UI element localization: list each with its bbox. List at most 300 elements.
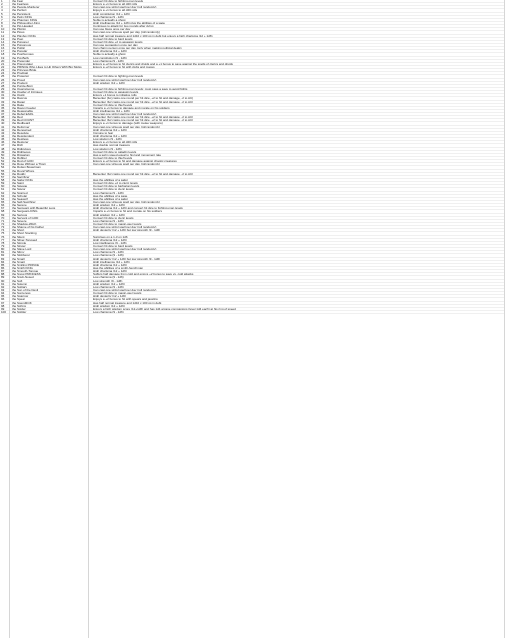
noble-trait: Noble is actually a ghost <box>93 18 126 21</box>
row-number: 33 <box>1 100 5 103</box>
noble-epithet: the Philosopher-King <box>12 21 40 25</box>
row-number: 69 <box>1 213 5 216</box>
noble-trait: Continues to attack for two rounds after dying <box>93 25 154 28</box>
noble-epithet: the Sorceress <box>12 292 31 295</box>
row-number: 1 <box>1 0 3 3</box>
noble-epithet: the Savage <box>12 185 28 188</box>
noble-trait: Enjoys a +2 bonus to hit clerics and druids and a +1 bonus to save against the spells of clerics and druids <box>93 62 233 65</box>
column-divider <box>9 0 10 638</box>
noble-trait: Can cast one virtuous spell per day (roll randomly) <box>93 201 160 204</box>
row-number: 21 <box>1 62 5 65</box>
noble-epithet: the Seawolf <box>12 197 28 200</box>
row-number: 5 <box>1 12 3 15</box>
noble-epithet: the Fearless <box>12 3 29 6</box>
row-number: 44 <box>1 135 5 138</box>
noble-trait: Has the abilities of a sailor <box>93 179 129 182</box>
noble-trait: Convert hit dice to fighting-man levels; must pass a save to avoid fights <box>93 87 188 91</box>
noble-epithet: the Soft <box>12 279 23 282</box>
row-number: 36 <box>1 109 5 113</box>
noble-trait: High wisdom (12 + 1d6) <box>93 204 125 207</box>
noble-epithet: the Fear <box>12 0 24 3</box>
row-number: 9 <box>1 25 3 28</box>
row-number: 75 <box>1 232 5 235</box>
row-number: 92 <box>1 285 5 288</box>
row-number: 24 <box>1 72 5 75</box>
noble-epithet: the Resolute <box>12 131 29 135</box>
noble-epithet: the Simple <box>12 241 27 244</box>
noble-trait: High wisdom (12 + 1d6) <box>93 213 125 216</box>
noble-trait: Enjoys a +1 bonus to all d20 rolls <box>93 3 138 6</box>
noble-epithet: the Spider <box>12 307 26 310</box>
row-number: 85 <box>1 263 5 266</box>
noble-trait: Has the abilities of a smith-henchman <box>93 266 144 270</box>
row-number: 30 <box>1 91 5 94</box>
noble-trait: Can cast one virtuous spell per day (roll randomly) <box>93 163 160 166</box>
noble-epithet: the Pot-Belly <box>12 56 30 59</box>
noble-epithet: the Renowned <box>12 128 32 131</box>
row-number: 34 <box>1 103 5 106</box>
noble-trait: Has the abilities of a sailor <box>93 197 129 200</box>
row-number: 86 <box>1 266 5 270</box>
noble-trait: Immune to fear <box>93 131 114 135</box>
noble-epithet: the Raccus <box>12 97 28 100</box>
noble-epithet: the Shame of his Father <box>12 226 45 229</box>
noble-trait: High charisma (12 + 1d6) <box>93 263 127 266</box>
noble-epithet: the Sailor KING <box>12 179 33 182</box>
noble-trait: Enjoys a +1 bonus to all d20 rolls <box>93 9 138 12</box>
row-number: 100 <box>1 310 7 314</box>
row-number: 99 <box>1 307 5 310</box>
row-number: 10 <box>1 28 5 31</box>
row-number: 3 <box>1 6 3 9</box>
noble-epithet: the Ruddy <box>12 172 26 175</box>
noble-trait <box>91 176 505 178</box>
noble-epithet: the Prudent <box>12 81 28 84</box>
noble-trait: High intelligence (12 + 1d6) plus the abilities of a sage <box>93 21 165 25</box>
noble-epithet: the Son of the Devil <box>12 288 39 292</box>
noble-epithet: the Saint <box>12 182 24 185</box>
noble-trait: Has a swim speed equal to his land movement rate <box>93 153 162 157</box>
noble-trait: Convert hit dice to assassin levels <box>93 91 139 94</box>
row-number: 17 <box>1 50 5 53</box>
noble-epithet: the Poisonous <box>12 43 32 47</box>
noble-trait: Low charisma (9 - 1d6) <box>93 276 124 279</box>
row-number: 94 <box>1 292 5 295</box>
row-number: 55 <box>1 169 5 172</box>
noble-epithet: the Red <box>12 116 23 119</box>
noble-trait: Can use suggestion once per day <box>93 43 138 47</box>
row-number: 18 <box>1 53 5 56</box>
noble-trait: High wisdom (12 + 1d6) <box>93 304 125 307</box>
noble-trait: Berserker (fury lasts one round per hit dice, +2 to hit and damage, -2 to AC) <box>93 116 194 119</box>
noble-epithet: the Resplendent <box>12 135 34 138</box>
row-number: 31 <box>1 94 5 97</box>
noble-epithet: the Shadow-Witch <box>12 222 37 226</box>
noble-epithet: the Solitary <box>12 285 28 288</box>
noble-epithet: the Priest-Hater <box>12 62 34 65</box>
noble-trait: Surprises on a 1-3 on 1d6 <box>93 235 128 238</box>
row-number: 70 <box>1 216 5 219</box>
table-row <box>0 311 505 314</box>
noble-trait: High charisma (12 + 1d6) <box>93 135 127 138</box>
noble-trait: High dexterity (12 + 1d6) <box>93 295 126 298</box>
noble-trait: Low wisdom (9 - 1d6) <box>93 147 122 150</box>
noble-trait: High constitution (12 + 1d6) <box>93 12 130 15</box>
noble-trait: Low charisma (9 - 1d6) <box>93 254 124 257</box>
noble-trait: Convert hit dice to cleric levels <box>93 188 134 191</box>
row-number: 15 <box>1 43 5 47</box>
noble-epithet: the Snow PRINCESS <box>12 273 41 276</box>
noble-epithet: the Posthumous <box>12 53 34 56</box>
noble-trait: Convert hit dice +2 to cleric levels <box>93 182 138 185</box>
noble-trait: High charisma (12 + 1d6) <box>93 270 127 273</box>
row-number: 67 <box>1 207 5 210</box>
noble-trait: Enjoys a +1 bonus to all d20 rolls <box>93 141 138 144</box>
noble-trait <box>91 85 505 87</box>
row-number: 40 <box>1 122 5 125</box>
noble-trait: Low charisma (9 - 1d6) <box>93 310 124 314</box>
noble-trait: Convert hit dice to bard levels <box>93 37 133 40</box>
noble-trait: Has double normal treasure <box>93 144 131 147</box>
row-number: 93 <box>1 288 5 292</box>
row-number: 65 <box>1 201 5 204</box>
noble-trait: Low charisma (9 - 1d6) <box>93 15 124 18</box>
row-number: 11 <box>1 31 5 34</box>
noble-epithet: the Rager <box>12 100 26 103</box>
noble-trait: High dexterity (12 + 1d6) but low strength (9 - 1d6) <box>93 229 161 232</box>
row-number: 13 <box>1 37 5 40</box>
noble-trait: Can cast one sinful spell per day (roll randomly) <box>93 113 157 116</box>
noble-epithet: the Robber <box>12 157 27 160</box>
noble-epithet: the Rich <box>12 144 24 147</box>
row-number: 61 <box>1 188 5 191</box>
noble-trait <box>91 72 505 74</box>
noble-trait: Noble is actually a ghost <box>93 53 126 56</box>
noble-trait: High wisdom (12 + 1d6) <box>93 282 125 285</box>
noble-trait: Can cast one virtuous spell per day (roll randomly) <box>93 31 160 34</box>
noble-trait: High charisma (12 + 1d6) <box>93 50 127 53</box>
noble-trait: Can cast one sinful spell per day (roll randomly) <box>93 6 157 9</box>
noble-trait: Convert hit dice to paladin levels <box>93 150 137 153</box>
row-number: 43 <box>1 131 5 135</box>
noble-epithet: the Ripsarian <box>12 153 30 157</box>
noble-trait: Convert hit dice to barbarian levels <box>93 185 140 188</box>
noble-epithet: the Slobberer <box>12 254 31 257</box>
noble-epithet: the Sacrificer <box>12 175 30 179</box>
noble-epithet: the Snub-Nosed <box>12 276 34 279</box>
noble-trait: Can use bless once per day <box>93 28 131 31</box>
row-number: 2 <box>1 3 3 6</box>
row-number: 20 <box>1 59 5 62</box>
row-number: 4 <box>1 9 3 12</box>
noble-trait: Berserker (fury lasts one round per hit dice, +2 to hit and damage, -2 to AC) <box>93 97 194 100</box>
noble-trait: Imparts a +1 bonus to damage and morale on his soldiers <box>93 106 170 109</box>
noble-epithet: the Queller of Intrigues <box>12 91 43 94</box>
noble-epithet: the Severe <box>12 219 27 222</box>
noble-epithet: the Sparrow <box>12 295 29 298</box>
noble-epithet: the Purple-Born <box>12 84 34 87</box>
row-number: 32 <box>1 97 5 100</box>
noble-trait: Convert hit dice to bard levels <box>93 244 133 248</box>
noble-epithet: the Short Stocking <box>12 232 37 235</box>
noble-epithet: the Princess Bride <box>12 69 37 72</box>
noble-epithet: the Slave Lord <box>12 248 32 251</box>
row-number: 66 <box>1 204 5 207</box>
noble-trait: Low constitution (9 - 1d6) <box>93 56 127 59</box>
noble-epithet: the Protector <box>12 75 30 78</box>
row-number: 64 <box>1 197 5 200</box>
noble-trait: Convert hit dice to magic-user levels <box>93 292 142 295</box>
noble-epithet: the Pretender <box>12 59 31 62</box>
row-number: 87 <box>1 270 5 273</box>
noble-epithet: the Poet <box>12 37 24 40</box>
row-number: 26 <box>1 78 5 81</box>
noble-trait: Convert hit dice +2 to assassin levels <box>93 40 143 43</box>
row-number: 8 <box>1 21 3 25</box>
noble-trait: Low charisma (9 - 1d6) <box>93 251 124 254</box>
noble-epithet: the Quarrelsome <box>12 87 35 91</box>
noble-epithet: the Rake <box>12 103 25 106</box>
row-number: 54 <box>1 166 5 169</box>
row-number: 57 <box>1 175 5 179</box>
noble-epithet: the Royal Whore <box>12 169 35 172</box>
row-number: 73 <box>1 226 5 229</box>
row-number: 91 <box>1 282 5 285</box>
row-number: 88 <box>1 273 5 276</box>
row-number: 27 <box>1 81 5 84</box>
row-number: 47 <box>1 144 5 147</box>
noble-trait: Convert hit dice to magic-user levels <box>93 222 142 226</box>
noble-trait: Has half normal treasure and 1d10 x 100 gp in debt <box>93 301 162 304</box>
row-number: 22 <box>1 65 5 69</box>
row-number: 83 <box>1 257 5 260</box>
row-number: 37 <box>1 113 5 116</box>
noble-trait: Convert hit dice to thief levels <box>93 103 133 106</box>
table-body <box>0 0 505 314</box>
noble-trait: Enjoys a +2 bonus to hit with spears and javelins <box>93 298 158 301</box>
column-divider <box>88 0 89 638</box>
noble-trait: High dexterity (12 + 1d6) but low strength (9 - 1d6) <box>93 257 161 260</box>
row-number: 52 <box>1 160 5 163</box>
row-number: 80 <box>1 248 5 251</box>
row-number: 53 <box>1 163 5 166</box>
noble-epithet: the Rose Without a Thorn <box>12 163 47 166</box>
row-number: 68 <box>1 210 5 213</box>
noble-epithet: the Scholar <box>12 194 28 197</box>
noble-epithet: the Restless <box>12 138 29 141</box>
row-number: 72 <box>1 222 5 226</box>
noble-epithet: the Self-Sacrificer <box>12 201 36 204</box>
noble-trait: High charisma (12 + 1d6) <box>93 238 127 241</box>
row-number: 41 <box>1 125 5 128</box>
noble-trait: Can charm person once per day (only when making political deals) <box>93 47 182 50</box>
noble-epithet: the Serene <box>12 204 27 207</box>
row-number: 84 <box>1 260 5 263</box>
noble-trait: Convert hit dice to cleric levels <box>93 216 134 219</box>
noble-epithet: the Smiling PRINCE <box>12 263 40 266</box>
row-number: 19 <box>1 56 5 59</box>
noble-trait: Can cast one sinful spell per day (roll randomly) <box>93 78 157 81</box>
noble-epithet: the Singer <box>12 244 26 248</box>
noble-epithet: the Smart <box>12 260 26 263</box>
row-number: 62 <box>1 191 5 194</box>
noble-epithet: the Redbeard <box>12 122 31 125</box>
row-number: 89 <box>1 276 5 279</box>
noble-epithet: the Restorer <box>12 141 29 144</box>
noble-trait: Enjoys a +2 bonus to hit and damage against chaotic creatures <box>93 160 177 163</box>
noble-trait: Suffers half damage from cold and enjoys +2 bonus to save vs. cold attacks <box>93 273 194 276</box>
noble-epithet: the Petty KING <box>12 15 33 18</box>
row-number: 35 <box>1 106 5 109</box>
noble-trait: High wisdom (12 + 1d6) <box>93 81 125 84</box>
noble-epithet: the Pilgrim <box>12 28 27 31</box>
noble-epithet: the Savior <box>12 188 26 191</box>
noble-trait: Can cast one sinful spell per day (roll randomly) <box>93 248 157 251</box>
noble-epithet: the Phantom KING <box>12 18 38 21</box>
noble-epithet: the Rotten Bowelman <box>12 166 41 169</box>
row-number: 95 <box>1 295 5 298</box>
noble-trait: Low strength (9 - 1d6) <box>93 279 123 282</box>
noble-epithet: the Scarred <box>12 191 28 194</box>
noble-epithet: the Politic <box>12 47 26 50</box>
noble-trait: Has half normal treasure and 1d10 x 100 gp in debt but enjoys a high charisma (12 + 1d6) <box>93 34 213 37</box>
noble-trait: Low charisma (9 - 1d6) <box>93 191 124 194</box>
noble-trait: Enjoys a +2 bonus to hit with clubs and maces <box>93 65 155 69</box>
row-number: 50 <box>1 153 5 157</box>
noble-epithet: the Quick <box>12 94 25 97</box>
noble-trait: Berserker (fury lasts one round per hit dice, +2 to hit and damage, -2 to AC) <box>93 172 194 175</box>
row-number: 60 <box>1 185 5 188</box>
noble-epithet: the Slimy <box>12 251 25 254</box>
noble-trait: Enjoys a +1 bonus to damage (with melee weapons) <box>93 122 163 125</box>
row-number: 42 <box>1 128 5 131</box>
noble-epithet: the Silent <box>12 235 25 238</box>
row-number: 82 <box>1 254 5 257</box>
row-number: 38 <box>1 116 5 119</box>
noble-epithet: the Smooth-Tongue <box>12 270 39 273</box>
noble-epithet: the Serious <box>12 213 28 216</box>
noble-trait <box>91 170 505 172</box>
row-number: 49 <box>1 150 5 153</box>
noble-trait: High charisma (12 + 1d6) and convert hit dice to fighting-man levels <box>93 207 183 210</box>
noble-epithet: the Sergeant with Beautiful Legs <box>12 207 56 210</box>
noble-epithet: the Silver-Tongued <box>12 238 38 241</box>
row-number: 79 <box>1 244 5 248</box>
noble-epithet: the Rod of GOD <box>12 160 34 163</box>
noble-trait <box>91 232 505 234</box>
row-number: 81 <box>1 251 5 254</box>
row-number: 7 <box>1 18 3 21</box>
noble-trait: High charisma (12 + 1d6) <box>93 128 127 131</box>
row-number: 25 <box>1 75 5 78</box>
noble-trait <box>91 69 505 71</box>
noble-trait: Enjoys a high wisdom score (12+1d6) and has 1d4 arcane companions (level 1d4 each) at his ring of speed <box>93 307 236 310</box>
noble-epithet: the Persistent <box>12 12 31 15</box>
noble-trait: Berserker (fury lasts one round per hit dice, +2 to hit and damage, -2 to AC) <box>93 119 194 122</box>
row-number: 23 <box>1 69 5 72</box>
row-number: 45 <box>1 138 5 141</box>
noble-epithet: the Playboy KING <box>12 34 36 37</box>
row-number: 98 <box>1 304 5 307</box>
noble-trait: Low charisma (9 - 1d6) <box>93 59 124 62</box>
row-number: 46 <box>1 141 5 144</box>
noble-trait: Imparts a +1 bonus to hit and morale on his soldiers <box>93 210 162 213</box>
noble-trait: High intelligence (12 + 1d6) <box>93 109 130 113</box>
row-number: 71 <box>1 219 5 222</box>
noble-epithet: the Raven Feeder <box>12 106 37 109</box>
noble-epithet: the Servant of GOD <box>12 216 39 219</box>
noble-trait: Can cast one sinful spell per day (roll randomly) <box>93 226 157 229</box>
noble-epithet: the Ridiculous <box>12 147 31 150</box>
noble-epithet: the Reformer <box>12 125 30 128</box>
noble-trait: Low charisma (9 - 1d6) <box>93 219 124 222</box>
row-number: 51 <box>1 157 5 160</box>
noble-epithet: the People-Murderer <box>12 6 40 9</box>
noble-epithet: the PRINCE Who Likes to Hit Others With Big Sticks <box>12 65 82 69</box>
noble-epithet: the Pious <box>12 31 25 34</box>
noble-epithet: the Poisoner <box>12 40 29 43</box>
noble-epithet: the Pig-Headed <box>12 25 33 28</box>
noble-trait: Low wisdom (9 - 1d6) <box>93 138 122 141</box>
noble-trait: Low intelligence (9 - 1d6) <box>93 241 127 244</box>
noble-epithet: the Red COUNT <box>12 119 35 122</box>
row-number: 16 <box>1 47 5 50</box>
noble-trait: Convert hit dice to thief levels <box>93 157 133 160</box>
noble-trait: Can cast one virtuous spell per day (roll randomly) <box>93 125 160 128</box>
noble-trait: High intelligence (12 + 1d6) <box>93 260 130 263</box>
noble-trait: Enjoys +1 bonus to initiative rolls <box>93 94 137 97</box>
noble-epithet: the Reasonable <box>12 109 34 113</box>
row-number: 59 <box>1 182 5 185</box>
row-number: 58 <box>1 179 5 182</box>
row-number: 6 <box>1 15 3 18</box>
row-number: 97 <box>1 301 5 304</box>
noble-trait: Convert hit dice to fighting-man levels <box>93 75 144 78</box>
noble-trait: Has the abilities of a sage <box>93 194 128 197</box>
row-number: 78 <box>1 241 5 244</box>
noble-epithet: the Spendthrift <box>12 301 32 304</box>
row-number: 29 <box>1 87 5 91</box>
row-number: 14 <box>1 40 5 43</box>
row-number: 28 <box>1 84 5 87</box>
noble-epithet: the Solemn <box>12 282 28 285</box>
noble-epithet: the Prodigal <box>12 72 29 75</box>
noble-epithet: the Sergeant-KING <box>12 210 38 213</box>
row-number: 39 <box>1 119 5 122</box>
row-number: 48 <box>1 147 5 150</box>
noble-epithet: the Spittler <box>12 310 27 314</box>
noble-trait: Low charisma (9 - 1d6) <box>93 285 124 288</box>
noble-epithet: the Smith KING <box>12 266 33 270</box>
noble-epithet: the Small <box>12 257 25 260</box>
row-number: 96 <box>1 298 5 301</box>
noble-trait: Can cast one sinful spell per day (roll randomly) <box>93 288 157 292</box>
noble-trait <box>91 166 505 168</box>
noble-trait: Berserker (fury lasts one round per hit dice, +2 to hit and damage, -2 to AC) <box>93 100 194 103</box>
noble-epithet: the Proud <box>12 78 26 81</box>
row-number: 63 <box>1 194 5 197</box>
noble-epithet: the Perfect <box>12 9 27 12</box>
row-number: 77 <box>1 238 5 241</box>
row-number: 90 <box>1 279 5 282</box>
row-number: 74 <box>1 229 5 232</box>
noble-epithet: the Righteous <box>12 150 31 153</box>
noble-epithet: the Popular <box>12 50 28 53</box>
noble-epithet: the Spear <box>12 298 26 301</box>
row-number: 56 <box>1 172 5 175</box>
noble-epithet: the Short <box>12 229 25 232</box>
noble-trait: Convert hit dice to fighting-man levels <box>93 0 144 3</box>
